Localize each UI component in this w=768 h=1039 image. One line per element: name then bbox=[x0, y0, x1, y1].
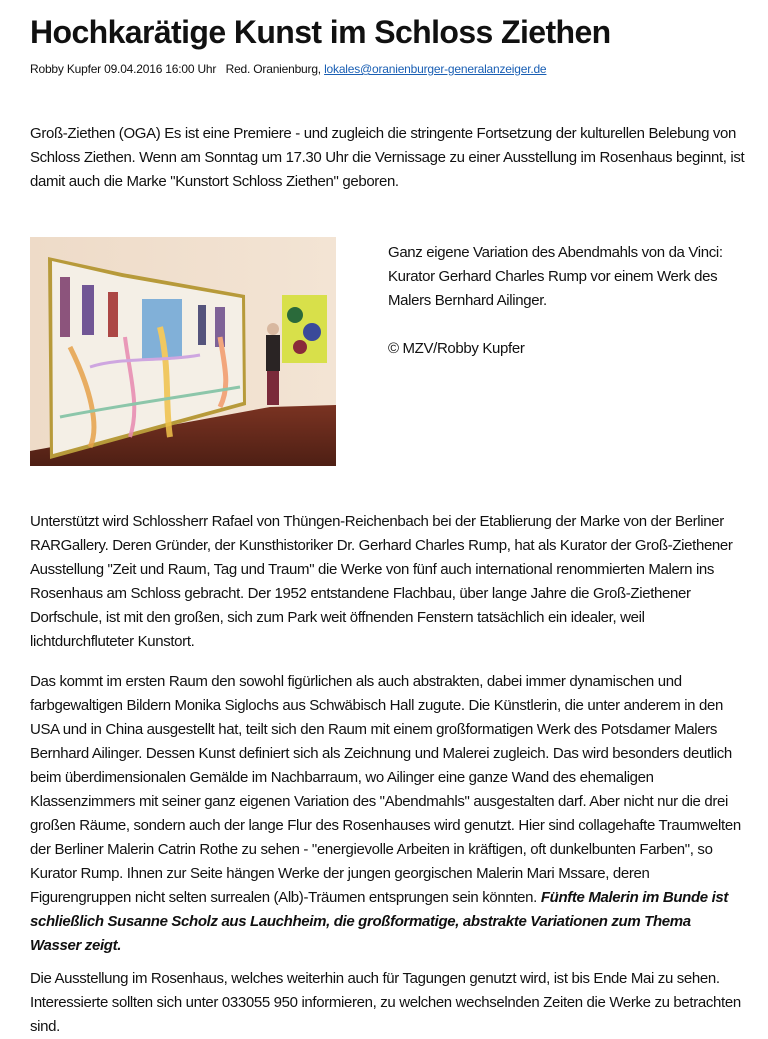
byline bbox=[30, 62, 546, 76]
body-paragraph-3 bbox=[30, 670, 745, 958]
author-date: Robby Kupfer 09.04.2016 16:00 Uhr bbox=[30, 62, 217, 76]
desk-label: Red. Oranienburg, bbox=[225, 62, 321, 76]
paragraph-3-text: Das kommt im ersten Raum den sowohl figürlichen als auch abstrakten, dabei immer dynamischen und farbgewaltigen Bildern Monika Siglochs aus Schwäbisch Hall zugute. Die Künstlerin, die unter anderem in den USA und in China ausgestellt hat, teilt sich den Raum mit einem großformatigen Werk des Potsdamer Malers Bernhard Ailinger. Dessen Kunst definiert sich als Zeichnung und Malerei zugleich. Das wird besonders deutlich beim überdimensionalen Gemälde im Nachbarraum, wo Ailinger eine ganze Wand des ehemaligen Klassenzimmers mit seiner ganz eigenen Variation des "Abendmahls" ausgestalten darf. Aber nicht nur die drei großen Räume, sondern auch der lange Flur des Rosenhauses wird genutzt. Hier sind collagehafte Traumwelten der Berliner Malerin Catrin Rothe zu sehen - "energievolle Arbeiten in kräftigen, oft dunkelbunten Farben", so Kurator Rump. Ihnen zur Seite hängen Werke der jungen georgischen Malerin Mari Mssare, deren Figurengruppen nicht selten surrealen (Alb)-Träumen entsprungen sein könnten. bbox=[30, 673, 741, 906]
email-link[interactable]: lokales@oranienburger-generalanzeiger.de bbox=[324, 62, 547, 76]
body-paragraph-4: Die Ausstellung im Rosenhaus, welches weiterhin auch für Tagungen genutzt wird, ist bis Ende Mai zu sehen. Interessierte sollten sich unter 033055 950 informieren, zu welchen wechselnden Zeiten die Werke zu betrachten sind. bbox=[30, 970, 741, 1035]
caption-text: Ganz eigene Variation des Abendmahls von da Vinci: Kurator Gerhard Charles Rump vor einem Werk des Malers Bernhard Ailinger. bbox=[388, 244, 723, 309]
intro-paragraph: Groß-Ziethen (OGA) Es ist eine Premiere - und zugleich die stringente Fortsetzung der kulturellen Belebung von Schloss Ziethen. Wenn am Sonntag um 17.30 Uhr die Vernissage zu einer Ausstellung im Rosenhaus beginnt, ist damit auch die Marke "Kunstort Schloss Ziethen" geboren. bbox=[30, 125, 745, 190]
photo-credit: © MZV/Robby Kupfer bbox=[388, 340, 525, 357]
article-title: Hochkarätige Kunst im Schloss Ziethen bbox=[30, 14, 611, 50]
photo-caption bbox=[388, 241, 748, 361]
paragraph-3-emphasis: Fünfte Malerin im Bunde ist schließlich Susanne Scholz aus Lauchheim, die großformatige, abstrakte Variationen zum Thema Wasser zeigt. bbox=[30, 889, 729, 954]
gallery-painting-photo bbox=[30, 237, 336, 466]
article-photo bbox=[30, 237, 336, 466]
body-paragraph-2: Unterstützt wird Schlossherr Rafael von Thüngen-Reichenbach bei der Etablierung der Marke von der Berliner RARGallery. Deren Gründer, der Kunsthistoriker Dr. Gerhard Charles Rump, hat als Kurator der Groß-Ziethener Ausstellung "Zeit und Raum, Tag und Traum" die Werke von fünf auch international renommierten Malern ins Rosenhaus am Schloss gebracht. Der 1952 entstandene Flachbau, über lange Jahre die Groß-Ziethener Dorfschule, ist mit den großen, sich zum Park weit öffnenden Fenstern tatsächlich ein idealer, weil lichtdurchfluteter Kunstort. bbox=[30, 513, 733, 650]
